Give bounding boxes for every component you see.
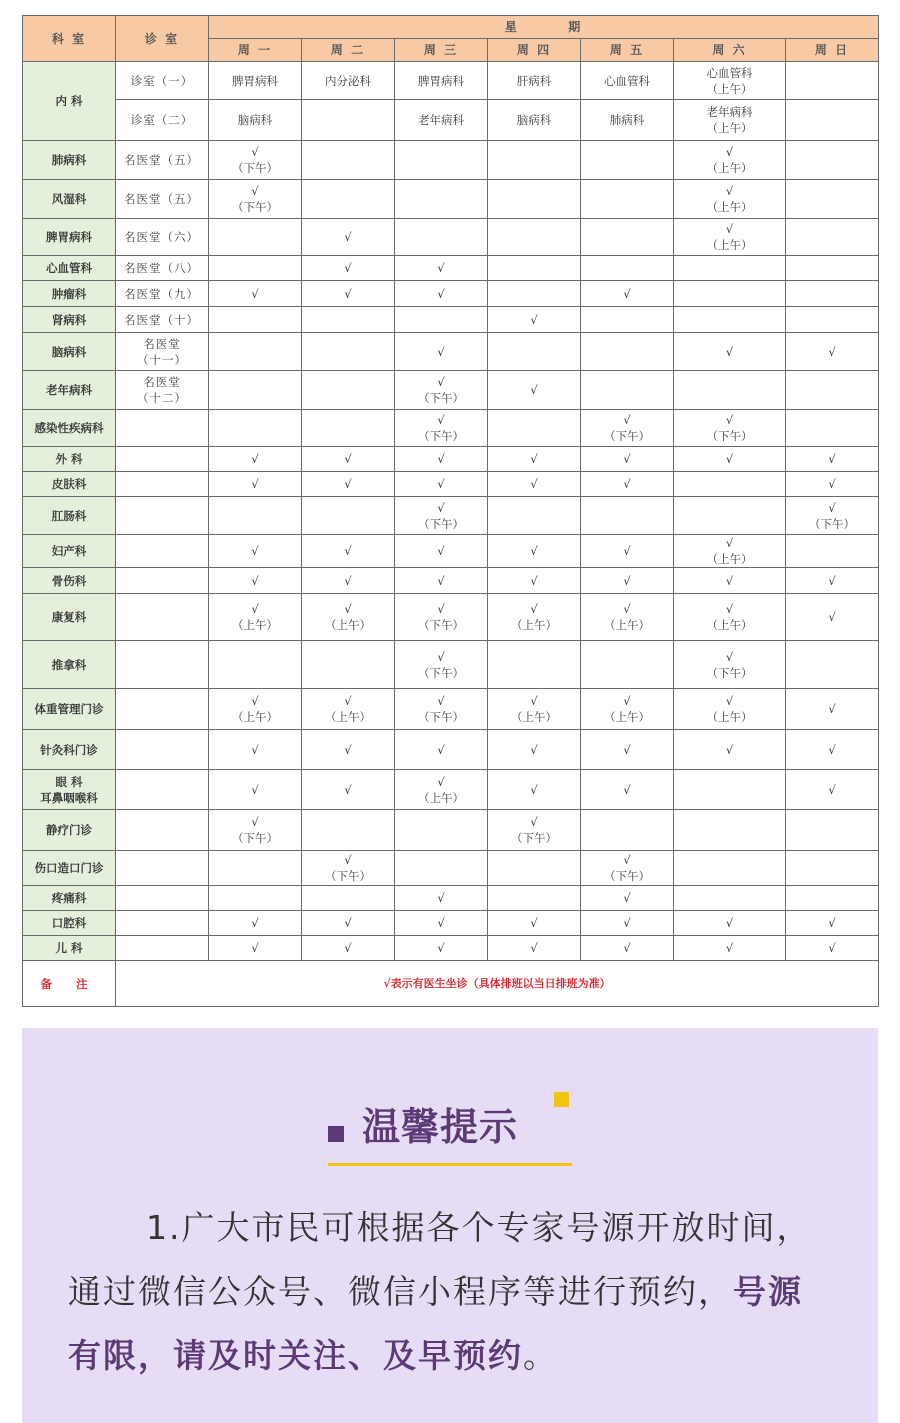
schedule-cell: √ （下午） bbox=[395, 641, 488, 689]
schedule-cell: √ （下午） bbox=[395, 497, 488, 535]
tips-text-end: 。 bbox=[523, 1336, 558, 1375]
schedule-cell bbox=[786, 100, 879, 141]
schedule-cell: √ （下午） bbox=[395, 689, 488, 730]
schedule-cell: √ （下午） bbox=[302, 851, 395, 886]
dept-cell: 感染性疾病科 bbox=[23, 410, 116, 447]
dept-cell: 脾胃病科 bbox=[23, 219, 116, 256]
schedule-cell: √ （下午） bbox=[209, 141, 302, 180]
schedule-cell: 内分泌科 bbox=[302, 62, 395, 100]
schedule-cell: √ bbox=[209, 911, 302, 936]
room-cell: 名医堂（六） bbox=[116, 219, 209, 256]
remark-label: 备 注 bbox=[23, 961, 116, 1007]
room-cell: 名医堂（五） bbox=[116, 180, 209, 219]
schedule-cell: √ bbox=[674, 911, 786, 936]
table-row bbox=[23, 333, 879, 371]
yellow-square-icon bbox=[554, 1092, 569, 1107]
dept-cell: 内 科 bbox=[23, 62, 116, 141]
schedule-cell bbox=[786, 219, 879, 256]
dept-cell: 脑病科 bbox=[23, 333, 116, 371]
schedule-cell: √ bbox=[488, 535, 581, 568]
dept-cell: 心血管科 bbox=[23, 256, 116, 281]
room-cell: 诊室（二） bbox=[116, 100, 209, 141]
schedule-cell: √ （下午） bbox=[488, 810, 581, 851]
schedule-cell: √ bbox=[302, 936, 395, 961]
schedule-cell: √ （下午） bbox=[581, 851, 674, 886]
schedule-cell bbox=[581, 256, 674, 281]
table-row bbox=[23, 497, 879, 535]
schedule-cell: √ bbox=[395, 256, 488, 281]
schedule-cell: √ bbox=[581, 568, 674, 594]
schedule-cell: √ bbox=[581, 447, 674, 472]
dept-cell: 康复科 bbox=[23, 594, 116, 641]
schedule-table-container bbox=[22, 15, 878, 1007]
schedule-cell bbox=[674, 810, 786, 851]
room-cell bbox=[116, 472, 209, 497]
schedule-cell bbox=[786, 256, 879, 281]
table-row bbox=[23, 371, 879, 410]
header-day: 周 五 bbox=[581, 39, 674, 62]
schedule-cell bbox=[302, 497, 395, 535]
schedule-cell: √ （下午） bbox=[581, 410, 674, 447]
schedule-cell bbox=[302, 141, 395, 180]
schedule-cell: √ bbox=[488, 770, 581, 810]
schedule-cell: √ （上午） bbox=[674, 535, 786, 568]
room-cell bbox=[116, 886, 209, 911]
room-cell bbox=[116, 447, 209, 472]
schedule-cell: √ bbox=[302, 472, 395, 497]
schedule-cell: √ bbox=[302, 535, 395, 568]
schedule-cell bbox=[581, 641, 674, 689]
schedule-cell: √ bbox=[674, 447, 786, 472]
schedule-cell: √ bbox=[581, 535, 674, 568]
room-cell bbox=[116, 535, 209, 568]
header-day: 周 二 bbox=[302, 39, 395, 62]
schedule-cell: √ bbox=[786, 568, 879, 594]
schedule-cell bbox=[395, 219, 488, 256]
schedule-cell: √ （上午） bbox=[581, 594, 674, 641]
schedule-cell: √ bbox=[302, 730, 395, 770]
schedule-cell: √ bbox=[209, 535, 302, 568]
header-day: 周 日 bbox=[786, 39, 879, 62]
dept-cell: 体重管理门诊 bbox=[23, 689, 116, 730]
schedule-body bbox=[23, 62, 879, 1007]
schedule-cell bbox=[395, 810, 488, 851]
tips-text: 1.广大市民可根据各个专家号源开放时间，通过微信公众号、微信小程序等进行预约， bbox=[68, 1208, 812, 1311]
schedule-cell: √ bbox=[395, 447, 488, 472]
table-row bbox=[23, 62, 879, 100]
schedule-cell: √ （上午） bbox=[674, 594, 786, 641]
schedule-cell: √ bbox=[395, 568, 488, 594]
schedule-cell: √ bbox=[786, 730, 879, 770]
schedule-cell: √ （上午） bbox=[209, 594, 302, 641]
schedule-cell bbox=[674, 497, 786, 535]
tips-title bbox=[328, 1092, 572, 1152]
remark-text: √表示有医生坐诊（具体排班以当日排班为准） bbox=[116, 961, 879, 1007]
schedule-cell: √ bbox=[395, 886, 488, 911]
header-day: 周 六 bbox=[674, 39, 786, 62]
schedule-cell bbox=[302, 641, 395, 689]
room-cell: 名医堂（八） bbox=[116, 256, 209, 281]
schedule-cell: 老年病科 bbox=[395, 100, 488, 141]
schedule-cell: √ bbox=[488, 307, 581, 333]
schedule-cell: √ bbox=[786, 333, 879, 371]
table-row bbox=[23, 256, 879, 281]
schedule-cell: √ bbox=[786, 594, 879, 641]
remark-row bbox=[23, 961, 879, 1007]
room-cell bbox=[116, 911, 209, 936]
schedule-cell: √ bbox=[581, 730, 674, 770]
schedule-cell bbox=[581, 333, 674, 371]
schedule-cell: √ bbox=[674, 936, 786, 961]
room-cell bbox=[116, 689, 209, 730]
schedule-cell: √ （上午） bbox=[581, 689, 674, 730]
dept-cell: 儿 科 bbox=[23, 936, 116, 961]
schedule-cell bbox=[209, 886, 302, 911]
room-cell: 名医堂 （十一） bbox=[116, 333, 209, 371]
schedule-cell: √ （上午） bbox=[488, 594, 581, 641]
schedule-cell bbox=[581, 180, 674, 219]
schedule-cell bbox=[786, 307, 879, 333]
schedule-cell: √ bbox=[488, 371, 581, 410]
schedule-cell: √ （上午） bbox=[674, 219, 786, 256]
schedule-cell bbox=[488, 333, 581, 371]
schedule-cell bbox=[302, 333, 395, 371]
table-row bbox=[23, 219, 879, 256]
schedule-cell: √ bbox=[581, 472, 674, 497]
tips-underline bbox=[328, 1163, 572, 1166]
schedule-cell: √ bbox=[302, 281, 395, 307]
tips-highlight: 号源有限，请及时关注、及早预约 bbox=[68, 1272, 803, 1375]
schedule-cell bbox=[488, 219, 581, 256]
schedule-cell bbox=[786, 851, 879, 886]
schedule-cell bbox=[488, 410, 581, 447]
dept-cell: 眼 科 耳鼻咽喉科 bbox=[23, 770, 116, 810]
schedule-cell: √ bbox=[209, 936, 302, 961]
schedule-cell: √ bbox=[302, 447, 395, 472]
header-week: 星 期 bbox=[209, 16, 879, 39]
schedule-cell bbox=[395, 180, 488, 219]
header-day: 周 四 bbox=[488, 39, 581, 62]
table-row bbox=[23, 281, 879, 307]
room-cell bbox=[116, 568, 209, 594]
schedule-cell: √ bbox=[581, 281, 674, 307]
table-row bbox=[23, 689, 879, 730]
schedule-cell bbox=[302, 180, 395, 219]
schedule-cell: √ bbox=[488, 730, 581, 770]
room-cell bbox=[116, 936, 209, 961]
schedule-cell: √ bbox=[581, 936, 674, 961]
schedule-cell bbox=[395, 307, 488, 333]
table-row bbox=[23, 568, 879, 594]
schedule-cell: √ bbox=[786, 936, 879, 961]
schedule-cell bbox=[302, 371, 395, 410]
room-cell: 诊室（一） bbox=[116, 62, 209, 100]
room-cell bbox=[116, 594, 209, 641]
schedule-cell: √ bbox=[209, 770, 302, 810]
schedule-cell: √ bbox=[302, 911, 395, 936]
schedule-cell bbox=[209, 371, 302, 410]
table-row bbox=[23, 180, 879, 219]
schedule-cell: √ （上午） bbox=[302, 689, 395, 730]
schedule-cell bbox=[674, 281, 786, 307]
schedule-cell bbox=[786, 641, 879, 689]
schedule-cell bbox=[302, 810, 395, 851]
schedule-cell: √ （下午） bbox=[395, 594, 488, 641]
schedule-cell bbox=[786, 535, 879, 568]
schedule-cell: √ bbox=[395, 333, 488, 371]
schedule-cell bbox=[209, 219, 302, 256]
schedule-cell bbox=[674, 307, 786, 333]
schedule-cell: √ bbox=[674, 730, 786, 770]
schedule-cell: √ bbox=[786, 770, 879, 810]
dept-cell: 肺病科 bbox=[23, 141, 116, 180]
schedule-cell bbox=[302, 307, 395, 333]
dept-cell: 口腔科 bbox=[23, 911, 116, 936]
dept-cell: 静疗门诊 bbox=[23, 810, 116, 851]
schedule-cell: √ bbox=[674, 568, 786, 594]
schedule-cell: 脑病科 bbox=[209, 100, 302, 141]
schedule-cell bbox=[395, 851, 488, 886]
schedule-cell: √ bbox=[674, 333, 786, 371]
schedule-cell: √ bbox=[395, 911, 488, 936]
room-cell: 名医堂（五） bbox=[116, 141, 209, 180]
header-day: 周 一 bbox=[209, 39, 302, 62]
schedule-cell: √ （上午） bbox=[674, 689, 786, 730]
schedule-cell: √ bbox=[209, 447, 302, 472]
room-cell bbox=[116, 730, 209, 770]
dept-cell: 皮肤科 bbox=[23, 472, 116, 497]
schedule-cell: √ bbox=[302, 256, 395, 281]
room-cell bbox=[116, 410, 209, 447]
dept-cell: 骨伤科 bbox=[23, 568, 116, 594]
schedule-cell: 心血管科 bbox=[581, 62, 674, 100]
table-row bbox=[23, 307, 879, 333]
schedule-cell: √ （下午） bbox=[209, 810, 302, 851]
schedule-cell: 肝病科 bbox=[488, 62, 581, 100]
schedule-cell bbox=[786, 62, 879, 100]
schedule-cell: √ bbox=[302, 219, 395, 256]
schedule-cell bbox=[674, 851, 786, 886]
schedule-cell bbox=[581, 307, 674, 333]
schedule-cell: √ （下午） bbox=[674, 641, 786, 689]
schedule-cell bbox=[302, 886, 395, 911]
dept-cell: 肛肠科 bbox=[23, 497, 116, 535]
schedule-cell: √ bbox=[786, 911, 879, 936]
schedule-cell bbox=[488, 886, 581, 911]
schedule-cell: 肺病科 bbox=[581, 100, 674, 141]
schedule-cell bbox=[488, 281, 581, 307]
schedule-cell: √ bbox=[395, 936, 488, 961]
schedule-cell: √ （上午） bbox=[302, 594, 395, 641]
schedule-cell: √ bbox=[581, 770, 674, 810]
schedule-cell: √ bbox=[488, 936, 581, 961]
schedule-cell: √ bbox=[581, 886, 674, 911]
room-cell bbox=[116, 810, 209, 851]
schedule-cell: √ bbox=[395, 535, 488, 568]
schedule-cell: √ bbox=[302, 568, 395, 594]
room-cell: 名医堂（十） bbox=[116, 307, 209, 333]
schedule-cell: √ bbox=[786, 689, 879, 730]
schedule-cell bbox=[302, 410, 395, 447]
tips-title-text: 温馨提示 bbox=[362, 1105, 519, 1149]
schedule-cell: √ bbox=[209, 568, 302, 594]
dept-cell: 妇产科 bbox=[23, 535, 116, 568]
dept-cell: 老年病科 bbox=[23, 371, 116, 410]
dept-cell: 推拿科 bbox=[23, 641, 116, 689]
schedule-cell bbox=[395, 141, 488, 180]
schedule-cell bbox=[581, 141, 674, 180]
table-row bbox=[23, 535, 879, 568]
schedule-cell bbox=[581, 371, 674, 410]
schedule-cell: √ bbox=[581, 911, 674, 936]
schedule-cell: √ bbox=[786, 447, 879, 472]
schedule-cell: √ （上午） bbox=[209, 689, 302, 730]
schedule-cell bbox=[488, 141, 581, 180]
schedule-cell bbox=[581, 810, 674, 851]
table-row bbox=[23, 886, 879, 911]
header-room: 诊 室 bbox=[116, 16, 209, 62]
room-cell bbox=[116, 641, 209, 689]
table-row bbox=[23, 641, 879, 689]
schedule-cell bbox=[786, 180, 879, 219]
purple-square-icon bbox=[328, 1126, 344, 1142]
schedule-cell bbox=[209, 410, 302, 447]
schedule-cell: √ （下午） bbox=[395, 371, 488, 410]
schedule-cell: √ bbox=[209, 730, 302, 770]
schedule-cell: √ bbox=[488, 568, 581, 594]
header-day: 周 三 bbox=[395, 39, 488, 62]
schedule-cell: √ bbox=[209, 281, 302, 307]
dept-cell: 风湿科 bbox=[23, 180, 116, 219]
room-cell bbox=[116, 770, 209, 810]
header-dept: 科 室 bbox=[23, 16, 116, 62]
table-row bbox=[23, 141, 879, 180]
table-row bbox=[23, 594, 879, 641]
schedule-cell bbox=[786, 810, 879, 851]
schedule-cell bbox=[674, 770, 786, 810]
schedule-cell bbox=[488, 497, 581, 535]
table-row bbox=[23, 810, 879, 851]
schedule-cell: √ （下午） bbox=[395, 410, 488, 447]
room-cell bbox=[116, 851, 209, 886]
table-row bbox=[23, 911, 879, 936]
schedule-cell bbox=[674, 256, 786, 281]
dept-cell: 伤口造口门诊 bbox=[23, 851, 116, 886]
schedule-cell: √ （上午） bbox=[395, 770, 488, 810]
schedule-cell: √ （上午） bbox=[674, 180, 786, 219]
schedule-cell bbox=[488, 641, 581, 689]
schedule-cell: √ bbox=[395, 472, 488, 497]
tips-body bbox=[68, 1196, 834, 1388]
schedule-cell bbox=[209, 256, 302, 281]
schedule-cell: √ （上午） bbox=[488, 689, 581, 730]
schedule-cell: 脾胃病科 bbox=[209, 62, 302, 100]
schedule-table bbox=[22, 15, 879, 1007]
schedule-cell bbox=[581, 497, 674, 535]
schedule-cell: 脾胃病科 bbox=[395, 62, 488, 100]
room-cell bbox=[116, 497, 209, 535]
schedule-cell bbox=[302, 100, 395, 141]
table-row bbox=[23, 730, 879, 770]
schedule-cell: √ （下午） bbox=[786, 497, 879, 535]
schedule-cell bbox=[488, 180, 581, 219]
table-row bbox=[23, 936, 879, 961]
room-cell: 名医堂（九） bbox=[116, 281, 209, 307]
schedule-cell bbox=[786, 371, 879, 410]
schedule-cell: √ bbox=[302, 770, 395, 810]
schedule-cell bbox=[581, 219, 674, 256]
table-row bbox=[23, 447, 879, 472]
schedule-cell: √ bbox=[395, 730, 488, 770]
schedule-cell: √ （下午） bbox=[209, 180, 302, 219]
schedule-cell: 心血管科 （上午） bbox=[674, 62, 786, 100]
schedule-cell bbox=[488, 851, 581, 886]
schedule-cell: √ （下午） bbox=[674, 410, 786, 447]
schedule-cell: √ bbox=[786, 472, 879, 497]
room-cell: 名医堂 （十二） bbox=[116, 371, 209, 410]
table-row bbox=[23, 410, 879, 447]
schedule-cell bbox=[674, 472, 786, 497]
dept-cell: 肾病科 bbox=[23, 307, 116, 333]
schedule-cell bbox=[209, 497, 302, 535]
schedule-cell bbox=[209, 641, 302, 689]
dept-cell: 外 科 bbox=[23, 447, 116, 472]
schedule-cell bbox=[209, 307, 302, 333]
schedule-cell bbox=[674, 371, 786, 410]
schedule-cell: √ （上午） bbox=[674, 141, 786, 180]
table-row bbox=[23, 851, 879, 886]
schedule-cell bbox=[209, 851, 302, 886]
schedule-cell: √ bbox=[488, 911, 581, 936]
schedule-cell: 老年病科 （上午） bbox=[674, 100, 786, 141]
dept-cell: 疼痛科 bbox=[23, 886, 116, 911]
table-row bbox=[23, 770, 879, 810]
schedule-cell bbox=[488, 256, 581, 281]
schedule-cell bbox=[786, 281, 879, 307]
schedule-cell: √ bbox=[488, 447, 581, 472]
schedule-cell: √ bbox=[395, 281, 488, 307]
schedule-cell: 脑病科 bbox=[488, 100, 581, 141]
schedule-cell: √ bbox=[488, 472, 581, 497]
table-row bbox=[23, 472, 879, 497]
schedule-cell bbox=[209, 333, 302, 371]
schedule-cell bbox=[786, 410, 879, 447]
table-row bbox=[23, 100, 879, 141]
dept-cell: 针灸科门诊 bbox=[23, 730, 116, 770]
schedule-cell bbox=[674, 886, 786, 911]
schedule-cell: √ bbox=[209, 472, 302, 497]
dept-cell: 肿瘤科 bbox=[23, 281, 116, 307]
schedule-cell bbox=[786, 141, 879, 180]
schedule-cell bbox=[786, 886, 879, 911]
